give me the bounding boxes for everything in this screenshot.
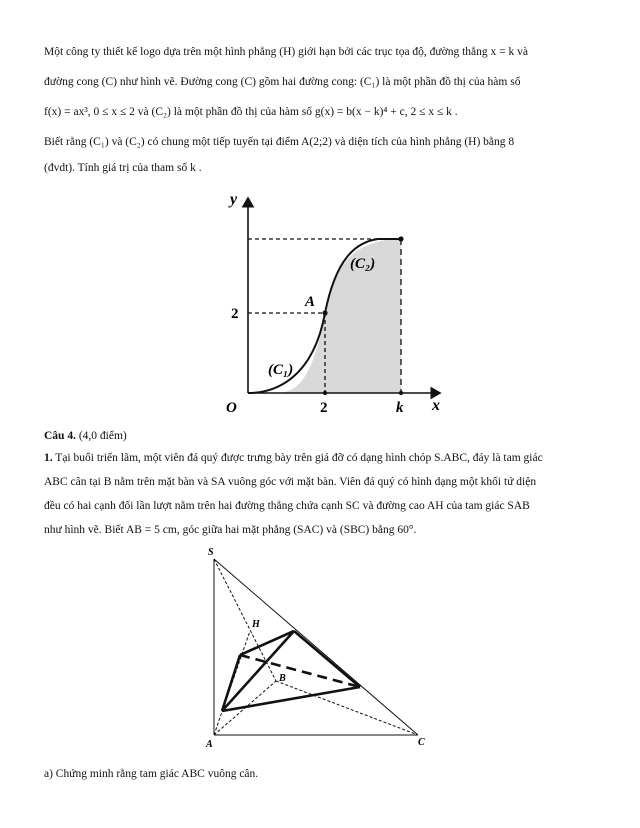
- label-b: B: [279, 673, 286, 684]
- function-graph: [218, 188, 458, 420]
- x-tick-2-label: 2: [320, 400, 328, 416]
- point-a: [322, 310, 327, 315]
- origin-label: O: [226, 400, 237, 416]
- label-h: H: [252, 619, 260, 630]
- part-a-text: a) Chứng minh rằng tam giác ABC vuông cân.: [44, 768, 259, 780]
- tetra-edge-4: [222, 631, 294, 711]
- question-heading: Câu 4.: [44, 430, 76, 442]
- question-line-1: Tại buổi triển lãm, một viên đá quý được trưng bày trên giá đỡ có dạng hình chóp S.ABC, đáy là tam giác: [55, 452, 543, 464]
- curve2-label: (C₂): [350, 256, 376, 272]
- label-s: S: [208, 547, 214, 558]
- question-heading-row: [44, 428, 600, 444]
- question-line-3: đều có hai cạnh đối lần lượt nằm trên hai đường thẳng chứa cạnh SC và đường cao AH của tam giác SAB: [44, 500, 530, 512]
- y-tick-label: 2: [231, 306, 239, 322]
- label-c: C: [418, 737, 425, 748]
- curve1-label: (C₁): [268, 362, 294, 378]
- point-end: [398, 236, 403, 241]
- question-line-2: ABC cân tại B nằm trên mặt bàn và SA vuông góc với mặt bàn. Viên đá quý có hình dạng một khối tứ diện: [44, 476, 537, 488]
- tetra-edge-3: [294, 631, 360, 687]
- problem-line-4: Biết rằng (C₁) và (C₂) có chung một tiếp tuyến tại điểm A(2;2) và diện tích của hình phẳng (H) bằng 8: [44, 136, 515, 148]
- y-axis-label: y: [230, 191, 238, 208]
- point-k: [399, 391, 403, 395]
- tetra-edge-2: [240, 631, 294, 655]
- part-number: 1.: [44, 452, 53, 464]
- question-line-1-row: [44, 450, 600, 466]
- pyramid-figure: [200, 545, 440, 755]
- point-a-label: A: [305, 294, 316, 310]
- tetra-edge-5: [222, 687, 360, 711]
- x-tick-k-label: k: [396, 400, 404, 416]
- problem-line-5: (đvdt). Tính giá trị của tham số k .: [44, 162, 202, 174]
- problem-line-2: đường cong (C) như hình vẽ. Đường cong (C) gồm hai đường cong: (C₁) là một phần đồ thị của hàm số: [44, 76, 521, 88]
- x-axis-label: x: [432, 397, 440, 414]
- problem-line-3: f(x) = ax³, 0 ≤ x ≤ 2 và (C₂) là một phần đồ thị của hàm số g(x) = b(x − k)⁴ + c, 2 ≤ x ≤ k .: [44, 106, 458, 118]
- question-line-4: như hình vẽ. Biết AB = 5 cm, góc giữa hai mặt phẳng (SAC) và (SBC) bằng 60°.: [44, 524, 417, 536]
- question-points: (4,0 điểm): [78, 430, 127, 442]
- point-origin-end: [323, 391, 327, 395]
- shaded-region-h: [276, 238, 401, 393]
- problem-line-1: Một công ty thiết kế logo dựa trên một hình phẳng (H) giới hạn bởi các trục tọa độ, đường thẳng x = k và: [44, 46, 528, 58]
- label-a: A: [206, 739, 213, 750]
